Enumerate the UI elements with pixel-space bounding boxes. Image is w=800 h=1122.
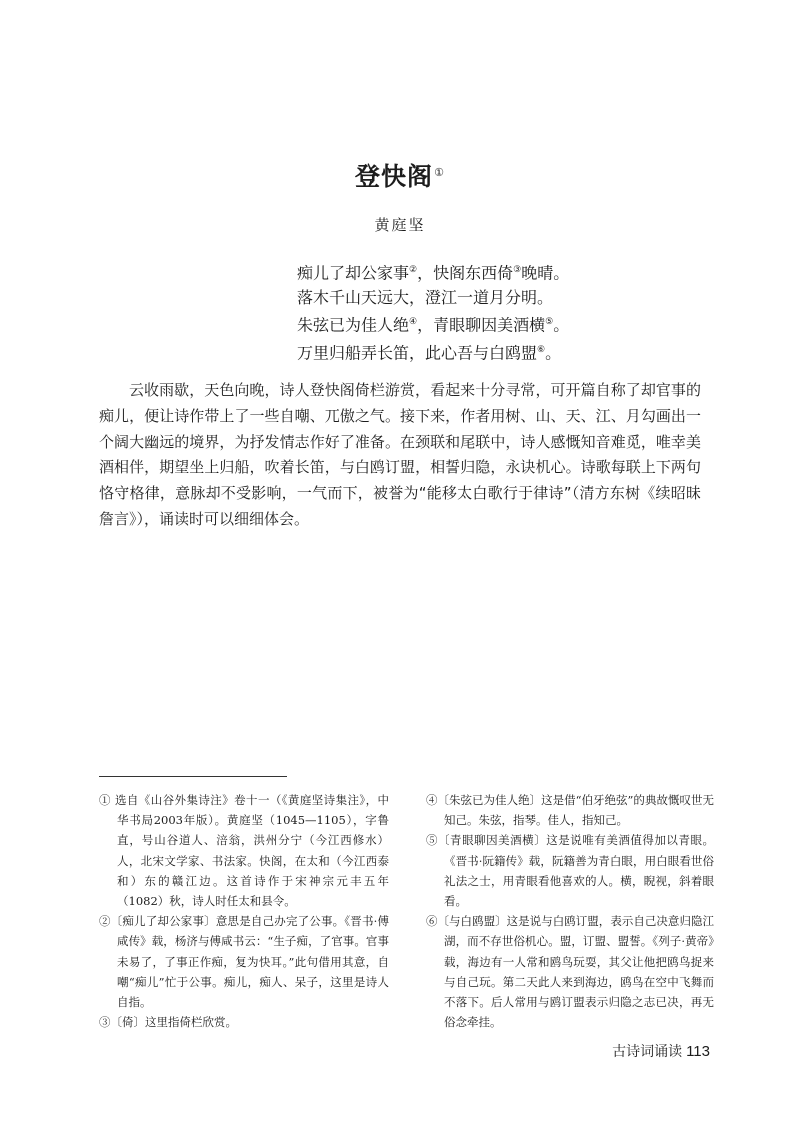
poem-title bbox=[0, 157, 800, 193]
book-title: 古诗词诵读 bbox=[612, 1044, 683, 1060]
poem-title-text: 登快阁 bbox=[355, 162, 434, 191]
poem-text: ，快阁东西倚 bbox=[417, 263, 514, 283]
footnotes-left-column bbox=[99, 790, 389, 1032]
footnote-marker: ④ bbox=[409, 317, 418, 328]
poem-line bbox=[297, 310, 569, 337]
page-number: 113 bbox=[686, 1043, 710, 1060]
footnote: ⑤〔青眼聊因美酒横〕这是说唯有美酒值得加以青眼。《晋书·阮籍传》载，阮籍善为青白眼，用白眼看世俗礼法之士，用青眼看他喜欢的人。横，睨视，斜着眼看。 bbox=[426, 833, 714, 909]
footnote: ③〔倚〕这里指倚栏欣赏。 bbox=[99, 1015, 237, 1030]
footnote-marker: ⑤ bbox=[545, 317, 554, 328]
footnote-marker: ⑥ bbox=[537, 344, 546, 355]
poem-line bbox=[297, 258, 569, 285]
appreciation-paragraph: 云收雨歇，天色向晚，诗人登快阁倚栏游赏，看起来十分寻常，可开篇自称了却官事的痴儿，便让诗作带上了一些自嘲、兀傲之气。接下来，作者用树、山、天、江、月勾画出一个阔大幽远的境界，为抒发情志作好了准备。在颈联和尾联中，诗人感慨知音难觅，唯幸美酒相伴，期望坐上归船，吹着长笛，与白鸥订盟，相誓归隐，永诀机心。诗歌每联上下两句恪守格律，意脉却不受影响，一气而下，被誉为“能移太白歌行于律诗”（清方东树《续昭昧詹言》），诵读时可以细细体会。 bbox=[99, 381, 701, 528]
poem-text: 。 bbox=[553, 315, 570, 335]
poem-text: 落木千山天远大，澄江一道月分明。 bbox=[297, 288, 554, 308]
footnote-divider bbox=[99, 776, 287, 777]
poem-text: 。 bbox=[545, 342, 562, 362]
poem-text: ，青眼聊因美酒横 bbox=[417, 315, 546, 335]
poem-body bbox=[297, 258, 569, 365]
poem-line bbox=[297, 285, 569, 310]
footnote-marker: ③ bbox=[513, 265, 522, 275]
poem-line bbox=[297, 338, 569, 365]
poem-text: 晚晴。 bbox=[521, 263, 570, 283]
title-footnote-marker: ① bbox=[434, 165, 445, 179]
footnote-marker: ② bbox=[409, 265, 418, 275]
footnote: ① 选自《山谷外集诗注》卷十一（《黄庭坚诗集注》，中华书局2003年版）。黄庭坚（1045—1105），字鲁直，号山谷道人、涪翁，洪州分宁（今江西修水）人，北宋文学家、书法家。快阁，在太和（今江西泰和）东的赣江边。这首诗作于宋神宗元丰五年（1082）秋，诗人时任太和县令。 bbox=[99, 793, 389, 909]
poem-text: 万里归船弄长笛，此心吾与白鸥盟 bbox=[297, 342, 538, 362]
footnote: ⑥〔与白鸥盟〕这是说与白鸥订盟，表示自己决意归隐江湖，而不存世俗机心。盟，订盟、盟誓。《列子·黄帝》载，海边有一人常和鸥鸟玩耍，其父让他把鸥鸟捉来与自己玩。第二天此人来到海边，鸥鸟在空中飞舞而不落下。后人常用与鸥订盟表示归隐之志已决，再无俗念牵挂。 bbox=[426, 914, 714, 1030]
page-footer bbox=[612, 1041, 710, 1061]
footnotes-right-column bbox=[426, 790, 714, 1032]
poem-text: 朱弦已为佳人绝 bbox=[297, 315, 410, 335]
poem-author: 黄庭坚 bbox=[374, 216, 426, 234]
footnote: ②〔痴儿了却公家事〕意思是自己办完了公事。《晋书·傅咸传》载，杨济与傅咸书云：“生子痴，了官事。官事未易了，了事正作痴，复为快耳。”此句借用其意，自嘲“痴儿”忙于公事。痴儿，痴人、呆子，这里是诗人自指。 bbox=[99, 914, 389, 1010]
poem-text: 痴儿了却公家事 bbox=[297, 263, 410, 283]
footnote: ④〔朱弦已为佳人绝〕这是借“伯牙绝弦”的典故慨叹世无知己。朱弦，指琴。佳人，指知己。 bbox=[426, 793, 714, 828]
